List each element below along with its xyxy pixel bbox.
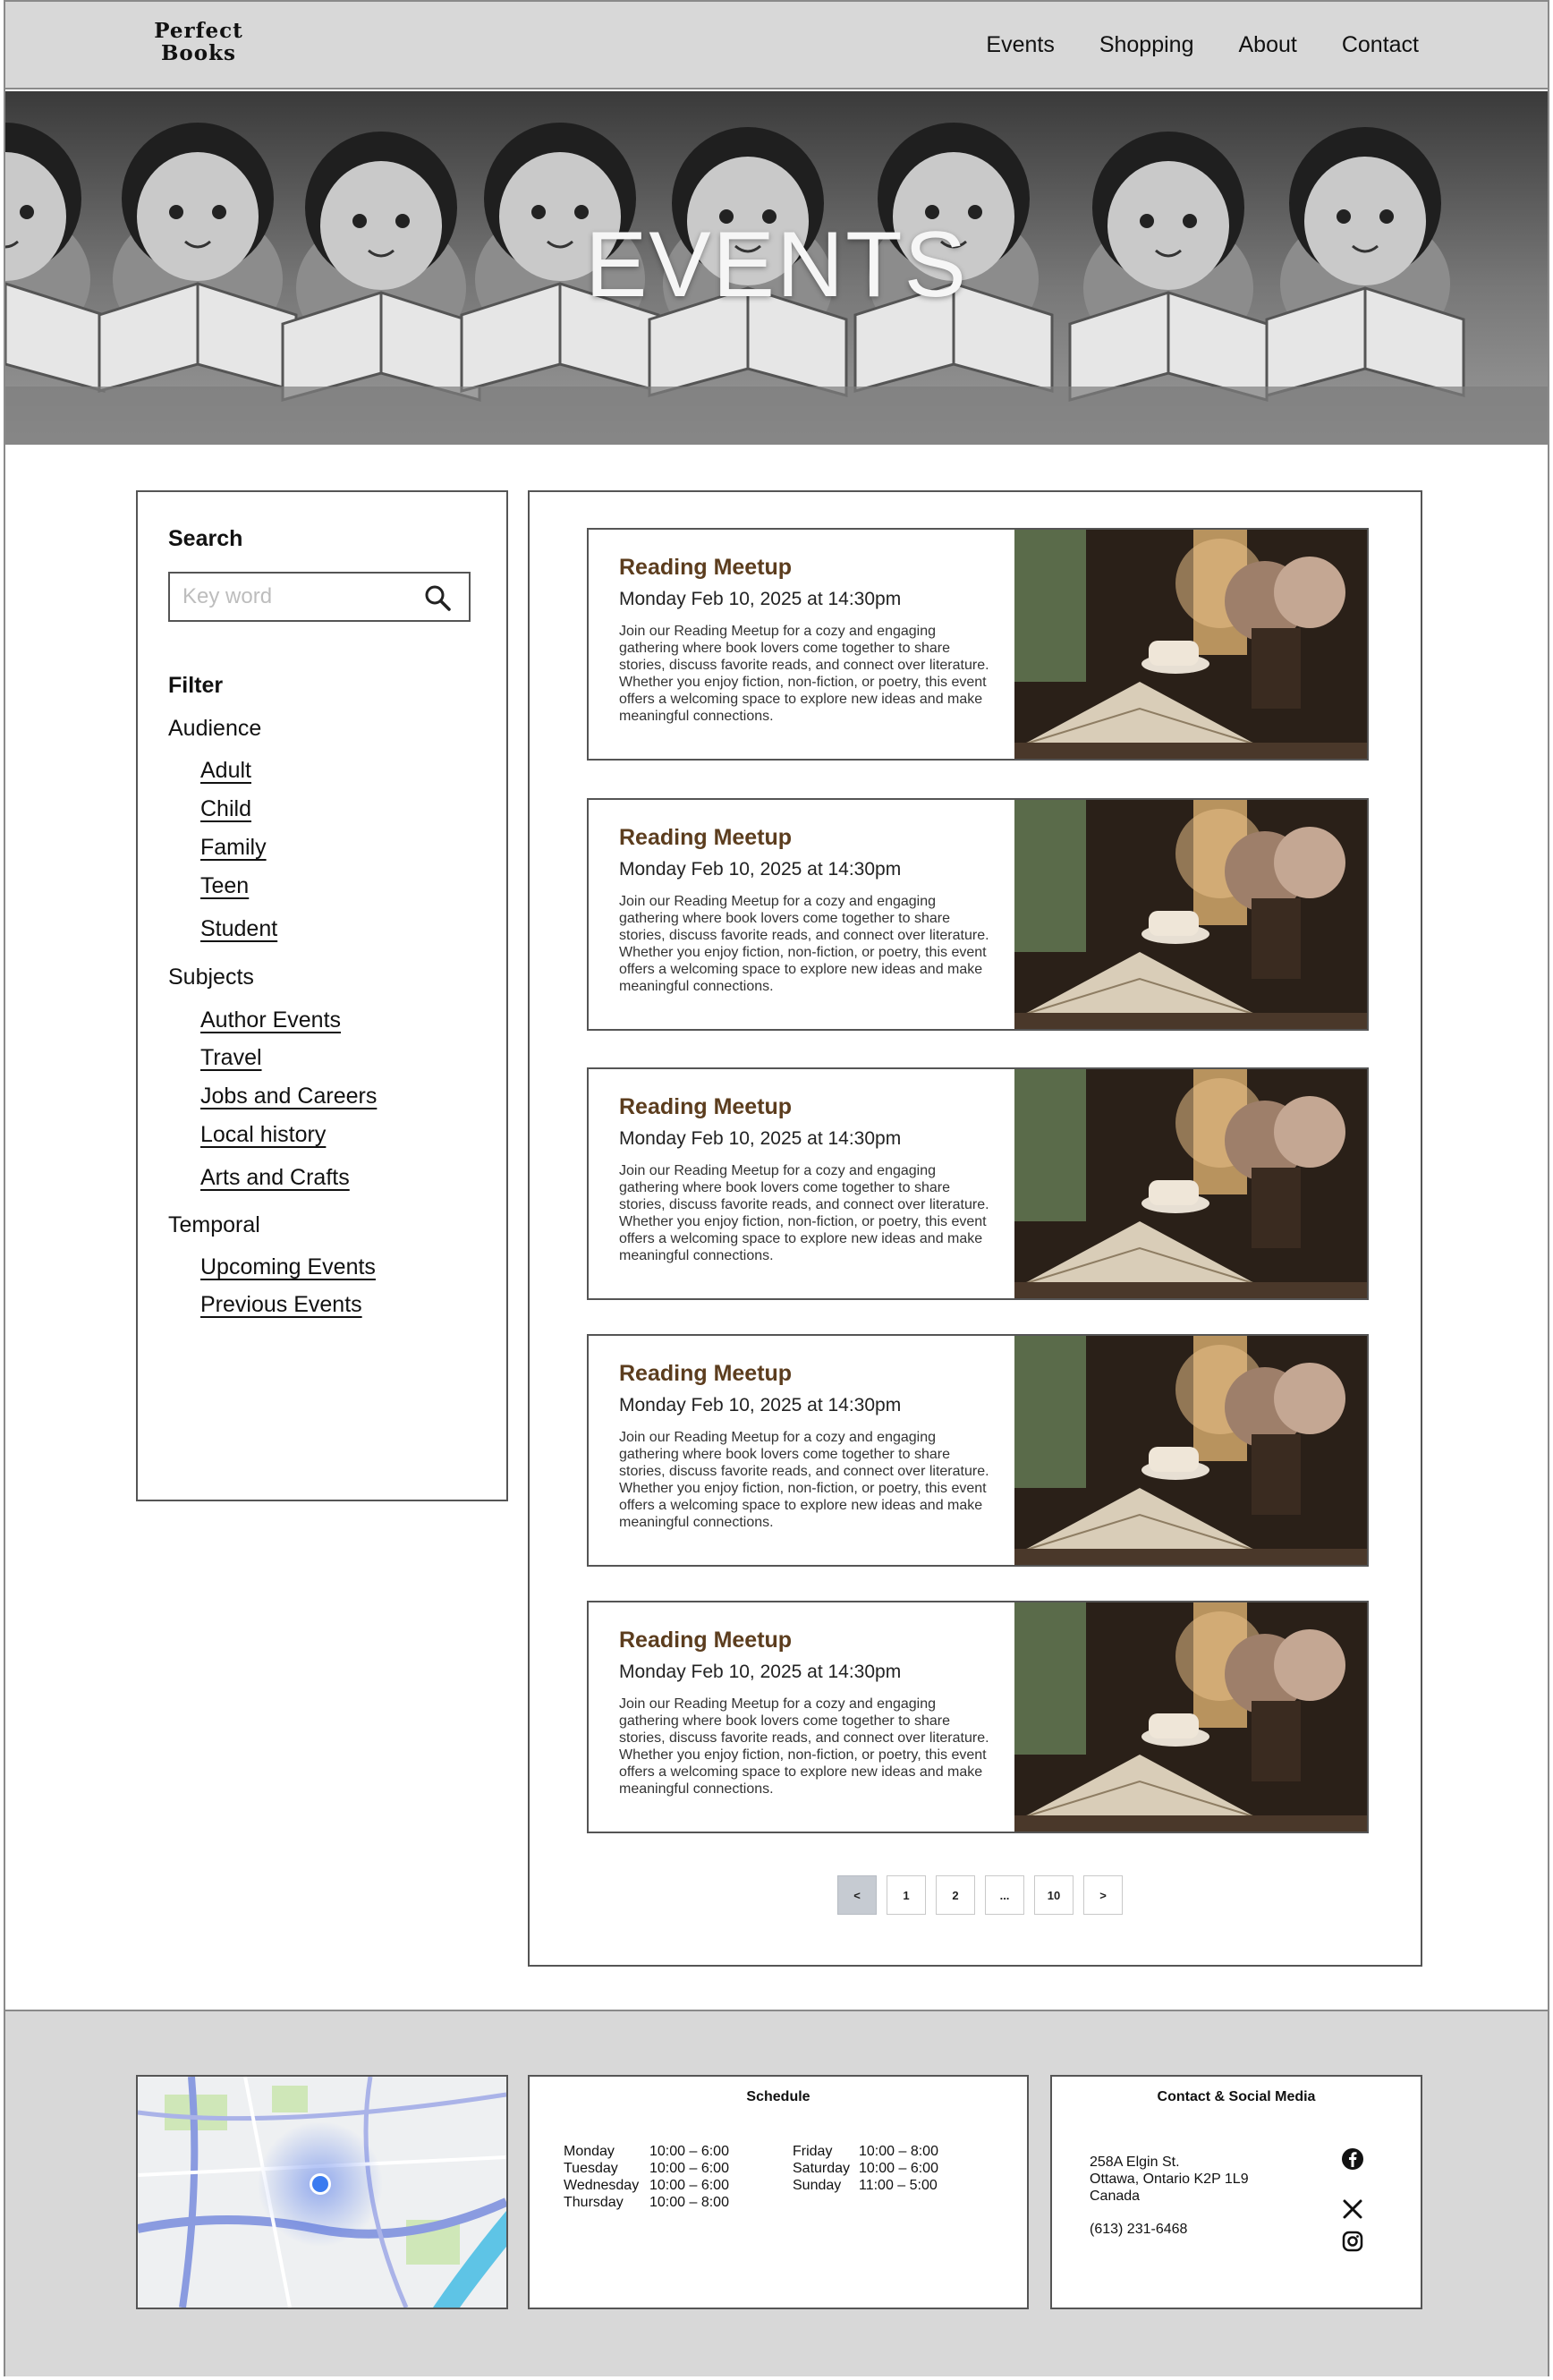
events-list	[528, 490, 1422, 1967]
nav-contact[interactable]: Contact	[1341, 32, 1419, 57]
filter-group-subjects: Subjects	[168, 965, 254, 990]
page-ellipsis: ...	[985, 1875, 1024, 1915]
page-prev-button[interactable]: <	[837, 1875, 877, 1915]
schedule-day: Thursday	[564, 2195, 624, 2210]
address-line2: Ottawa, Ontario K2P 1L9	[1090, 2172, 1249, 2187]
hero-title: EVENTS	[584, 213, 969, 317]
schedule-hours: 10:00 – 6:00	[649, 2178, 729, 2193]
filter-sidebar	[136, 490, 508, 1501]
nav-about[interactable]: About	[1238, 32, 1297, 57]
search-icon[interactable]	[424, 584, 451, 611]
schedule-day: Wednesday	[564, 2178, 640, 2193]
schedule-left	[564, 2143, 729, 2211]
hero-banner	[5, 91, 1548, 445]
pagination	[837, 1875, 1123, 1915]
filter-family[interactable]: Family	[200, 835, 267, 860]
filter-previous-events[interactable]: Previous Events	[200, 1292, 362, 1317]
contact-title: Contact & Social Media	[1157, 2089, 1316, 2104]
filter-author-events[interactable]: Author Events	[200, 1007, 342, 1033]
address-line3: Canada	[1090, 2189, 1141, 2204]
logo-line1: Perfect	[154, 19, 243, 43]
event-card[interactable]	[587, 1067, 1369, 1300]
schedule-right	[793, 2143, 938, 2194]
event-date: Monday Feb 10, 2025 at 14:30pm	[619, 589, 902, 609]
schedule-hours: 10:00 – 8:00	[859, 2144, 938, 2159]
event-date: Monday Feb 10, 2025 at 14:30pm	[619, 859, 902, 880]
event-card[interactable]	[587, 1334, 1369, 1567]
event-date: Monday Feb 10, 2025 at 14:30pm	[619, 1662, 902, 1682]
location-pin-icon	[308, 2172, 333, 2197]
nav-events[interactable]: Events	[986, 32, 1055, 57]
schedule-row	[793, 2160, 938, 2177]
event-image[interactable]	[1014, 530, 1367, 761]
filter-group-audience: Audience	[168, 716, 262, 741]
event-date: Monday Feb 10, 2025 at 14:30pm	[619, 1395, 902, 1415]
schedule-hours: 10:00 – 6:00	[649, 2144, 729, 2159]
schedule-row	[564, 2143, 729, 2160]
event-description: Join our Reading Meetup for a cozy and engaging gathering where book lovers come together to share stories, discuss favorite reads, and connect over literature. Whether you enjoy fiction, non-fiction, or poetry, this event offers a welcoming space to explore new ideas and make meaningful connections.	[619, 1163, 989, 1263]
event-card[interactable]	[587, 528, 1369, 761]
schedule-hours: 10:00 – 6:00	[859, 2161, 938, 2176]
filter-upcoming-events[interactable]: Upcoming Events	[200, 1254, 376, 1279]
page-frame	[4, 0, 1549, 2376]
page-2-button[interactable]: 2	[936, 1875, 975, 1915]
schedule-row	[564, 2177, 729, 2194]
event-image[interactable]	[1014, 1602, 1367, 1833]
address	[1090, 2154, 1249, 2205]
address-line1: 258A Elgin St.	[1090, 2155, 1180, 2170]
event-description: Join our Reading Meetup for a cozy and engaging gathering where book lovers come together to share stories, discuss favorite reads, and connect over literature. Whether you enjoy fiction, non-fiction, or poetry, this event offers a welcoming space to explore new ideas and make meaningful connections.	[619, 624, 989, 724]
location-map[interactable]	[136, 2075, 508, 2309]
site-header	[5, 2, 1548, 89]
schedule-hours: 10:00 – 8:00	[649, 2195, 729, 2210]
page-1-button[interactable]: 1	[887, 1875, 926, 1915]
schedule-hours: 10:00 – 6:00	[649, 2161, 729, 2176]
filter-arts-crafts[interactable]: Arts and Crafts	[200, 1165, 350, 1190]
contact-box	[1050, 2075, 1422, 2309]
event-description: Join our Reading Meetup for a cozy and engaging gathering where book lovers come together to share stories, discuss favorite reads, and connect over literature. Whether you enjoy fiction, non-fiction, or poetry, this event offers a welcoming space to explore new ideas and make meaningful connections.	[619, 1430, 989, 1530]
filter-student[interactable]: Student	[200, 916, 278, 941]
page-10-button[interactable]: 10	[1034, 1875, 1074, 1915]
schedule-day: Sunday	[793, 2178, 842, 2193]
instagram-icon[interactable]	[1340, 2229, 1365, 2254]
schedule-row	[564, 2194, 729, 2211]
event-description: Join our Reading Meetup for a cozy and engaging gathering where book lovers come together to share stories, discuss favorite reads, and connect over literature. Whether you enjoy fiction, non-fiction, or poetry, this event offers a welcoming space to explore new ideas and make meaningful connections.	[619, 894, 989, 994]
event-date: Monday Feb 10, 2025 at 14:30pm	[619, 1128, 902, 1149]
site-logo[interactable]	[145, 20, 252, 64]
filter-child[interactable]: Child	[200, 796, 251, 821]
schedule-row	[793, 2143, 938, 2160]
schedule-day: Tuesday	[564, 2161, 618, 2176]
page-next-button[interactable]: >	[1083, 1875, 1123, 1915]
filter-jobs-careers[interactable]: Jobs and Careers	[200, 1084, 378, 1109]
phone-number: (613) 231-6468	[1090, 2222, 1188, 2237]
event-title[interactable]: Reading Meetup	[619, 1094, 793, 1119]
event-card[interactable]	[587, 1601, 1369, 1833]
filter-group-temporal: Temporal	[168, 1212, 260, 1237]
event-title[interactable]: Reading Meetup	[619, 825, 793, 850]
schedule-hours: 11:00 – 5:00	[859, 2178, 938, 2193]
event-image[interactable]	[1014, 800, 1367, 1031]
filter-adult[interactable]: Adult	[200, 758, 251, 783]
logo-line2: Books	[160, 41, 236, 65]
filter-local-history[interactable]: Local history	[200, 1122, 327, 1147]
event-title[interactable]: Reading Meetup	[619, 1628, 793, 1653]
search-input[interactable]	[182, 582, 406, 611]
facebook-icon[interactable]	[1340, 2146, 1365, 2172]
nav-shopping[interactable]: Shopping	[1099, 32, 1194, 57]
schedule-row	[793, 2177, 938, 2194]
event-image[interactable]	[1014, 1069, 1367, 1300]
schedule-row	[564, 2160, 729, 2177]
schedule-title: Schedule	[746, 2089, 810, 2104]
main-nav	[986, 32, 1419, 58]
event-title[interactable]: Reading Meetup	[619, 1361, 793, 1386]
x-icon[interactable]	[1340, 2197, 1365, 2222]
filter-travel[interactable]: Travel	[200, 1045, 262, 1070]
event-description: Join our Reading Meetup for a cozy and engaging gathering where book lovers come together to share stories, discuss favorite reads, and connect over literature. Whether you enjoy fiction, non-fiction, or poetry, this event offers a welcoming space to explore new ideas and make meaningful connections.	[619, 1696, 989, 1797]
schedule-day: Saturday	[793, 2161, 851, 2176]
filter-teen[interactable]: Teen	[200, 873, 250, 898]
event-title[interactable]: Reading Meetup	[619, 555, 793, 580]
schedule-box	[528, 2075, 1029, 2309]
event-image[interactable]	[1014, 1336, 1367, 1567]
event-card[interactable]	[587, 798, 1369, 1031]
filter-title: Filter	[168, 673, 224, 698]
schedule-day: Monday	[564, 2144, 615, 2159]
search-box	[168, 572, 471, 622]
site-footer	[5, 2010, 1548, 2376]
search-title: Search	[168, 526, 243, 551]
schedule-day: Friday	[793, 2144, 833, 2159]
